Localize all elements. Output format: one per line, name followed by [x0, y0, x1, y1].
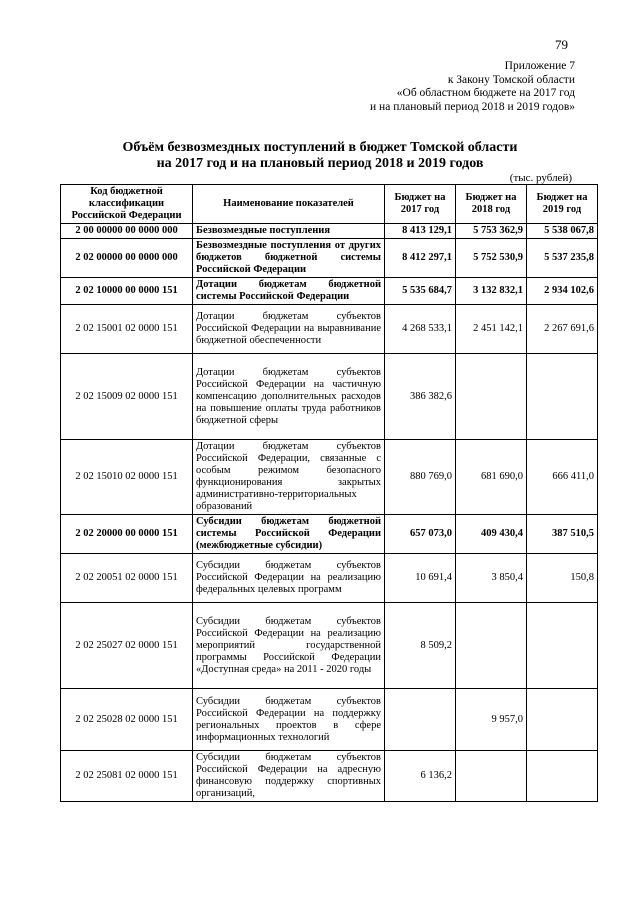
cell-budget-2018: 2 451 142,1	[456, 305, 527, 354]
cell-budget-2017: 6 136,2	[385, 751, 456, 802]
budget-table	[60, 184, 598, 802]
cell-code: 2 02 15009 02 0000 151	[61, 354, 193, 440]
cell-budget-2019: 387 510,5	[527, 515, 598, 554]
document-title	[60, 140, 580, 172]
cell-name: Дотации бюджетам субъектов Российской Федерации на частичную компенсацию дополнительных расходов на повышение оплаты труда работников бюджетной сферы	[193, 354, 385, 440]
table-row	[61, 515, 598, 554]
appendix-line-2: к Закону Томской области	[447, 73, 575, 86]
table-row	[61, 554, 598, 603]
header-2017: Бюджет на 2017 год	[385, 185, 456, 224]
cell-budget-2019: 150,8	[527, 554, 598, 603]
cell-code: 2 02 25027 02 0000 151	[61, 603, 193, 689]
cell-code: 2 02 15001 02 0000 151	[61, 305, 193, 354]
cell-code: 2 02 25081 02 0000 151	[61, 751, 193, 802]
cell-name: Дотации бюджетам бюджетной системы Российской Федерации	[193, 278, 385, 305]
cell-budget-2019	[527, 751, 598, 802]
table-row	[61, 689, 598, 751]
cell-budget-2018: 3 132 832,1	[456, 278, 527, 305]
cell-budget-2019: 2 934 102,6	[527, 278, 598, 305]
cell-budget-2019: 5 538 067,8	[527, 224, 598, 239]
cell-code: 2 02 00000 00 0000 000	[61, 239, 193, 278]
table-row	[61, 239, 598, 278]
cell-name: Субсидии бюджетам субъектов Российской Федерации на поддержку региональных проектов в сфере информационных технологий	[193, 689, 385, 751]
cell-budget-2017: 4 268 533,1	[385, 305, 456, 354]
cell-budget-2019	[527, 603, 598, 689]
table-row	[61, 305, 598, 354]
cell-name: Субсидии бюджетам субъектов Российской Федерации на адресную финансовую поддержку спортивных организаций,	[193, 751, 385, 802]
cell-budget-2017	[385, 689, 456, 751]
cell-budget-2017: 386 382,6	[385, 354, 456, 440]
cell-name: Безвозмездные поступления от других бюджетов бюджетной системы Российской Федерации	[193, 239, 385, 278]
appendix-line-3: «Об областном бюджете на 2017 год	[396, 87, 575, 99]
cell-budget-2019	[527, 689, 598, 751]
cell-budget-2018: 409 430,4	[456, 515, 527, 554]
cell-budget-2017: 8 413 129,1	[385, 224, 456, 239]
cell-code: 2 02 20000 00 0000 151	[61, 515, 193, 554]
cell-budget-2017: 880 769,0	[385, 440, 456, 515]
cell-code: 2 00 00000 00 0000 000	[61, 224, 193, 239]
appendix-header	[370, 60, 575, 114]
table-header-row	[61, 185, 598, 224]
cell-name: Дотации бюджетам субъектов Российской Федерации на выравнивание бюджетной обеспеченности	[193, 305, 385, 354]
cell-budget-2018: 9 957,0	[456, 689, 527, 751]
header-2019: Бюджет на 2019 год	[527, 185, 598, 224]
header-code: Код бюджетной классификации Российской Федерации	[61, 185, 193, 224]
title-line-1: Объём безвозмездных поступлений в бюджет Томской области	[122, 140, 518, 155]
cell-budget-2018: 5 752 530,9	[456, 239, 527, 278]
cell-code: 2 02 25028 02 0000 151	[61, 689, 193, 751]
cell-budget-2018: 3 850,4	[456, 554, 527, 603]
appendix-line-1: Приложение 7	[504, 60, 575, 72]
cell-name: Безвозмездные поступления	[193, 224, 385, 239]
cell-budget-2019: 666 411,0	[527, 440, 598, 515]
table-row	[61, 603, 598, 689]
header-2018: Бюджет на 2018 год	[456, 185, 527, 224]
cell-budget-2018	[456, 354, 527, 440]
cell-budget-2017: 8 509,2	[385, 603, 456, 689]
cell-budget-2017: 8 412 297,1	[385, 239, 456, 278]
units-label: (тыс. рублей)	[509, 172, 572, 184]
appendix-line-4: и на плановый период 2018 и 2019 годов»	[370, 100, 575, 113]
title-line-2: на 2017 год и на плановый период 2018 и 2019 годов	[156, 156, 484, 171]
cell-budget-2018: 681 690,0	[456, 440, 527, 515]
cell-budget-2017: 10 691,4	[385, 554, 456, 603]
cell-budget-2019: 5 537 235,8	[527, 239, 598, 278]
cell-budget-2019	[527, 354, 598, 440]
cell-budget-2019: 2 267 691,6	[527, 305, 598, 354]
cell-code: 2 02 15010 02 0000 151	[61, 440, 193, 515]
table-row	[61, 751, 598, 802]
cell-budget-2017: 5 535 684,7	[385, 278, 456, 305]
cell-budget-2017: 657 073,0	[385, 515, 456, 554]
cell-budget-2018	[456, 603, 527, 689]
table-row	[61, 440, 598, 515]
page-number: 79	[555, 37, 568, 52]
table-row	[61, 224, 598, 239]
cell-budget-2018	[456, 751, 527, 802]
cell-name: Дотации бюджетам субъектов Российской Федерации, связанные с особым режимом безопасного функционирования закрытых административно-территориальных образований	[193, 440, 385, 515]
cell-budget-2018: 5 753 362,9	[456, 224, 527, 239]
cell-code: 2 02 20051 02 0000 151	[61, 554, 193, 603]
cell-name: Субсидии бюджетам бюджетной системы Российской Федерации (межбюджетные субсидии)	[193, 515, 385, 554]
cell-code: 2 02 10000 00 0000 151	[61, 278, 193, 305]
table-body	[61, 224, 598, 802]
header-name: Наименование показателей	[193, 185, 385, 224]
table-row	[61, 278, 598, 305]
cell-name: Субсидии бюджетам субъектов Российской Федерации на реализацию федеральных целевых программ	[193, 554, 385, 603]
table-row	[61, 354, 598, 440]
cell-name: Субсидии бюджетам субъектов Российской Федерации на реализацию мероприятий государственной программы Российской Федерации «Доступная среда» на 2011 - 2020 годы	[193, 603, 385, 689]
